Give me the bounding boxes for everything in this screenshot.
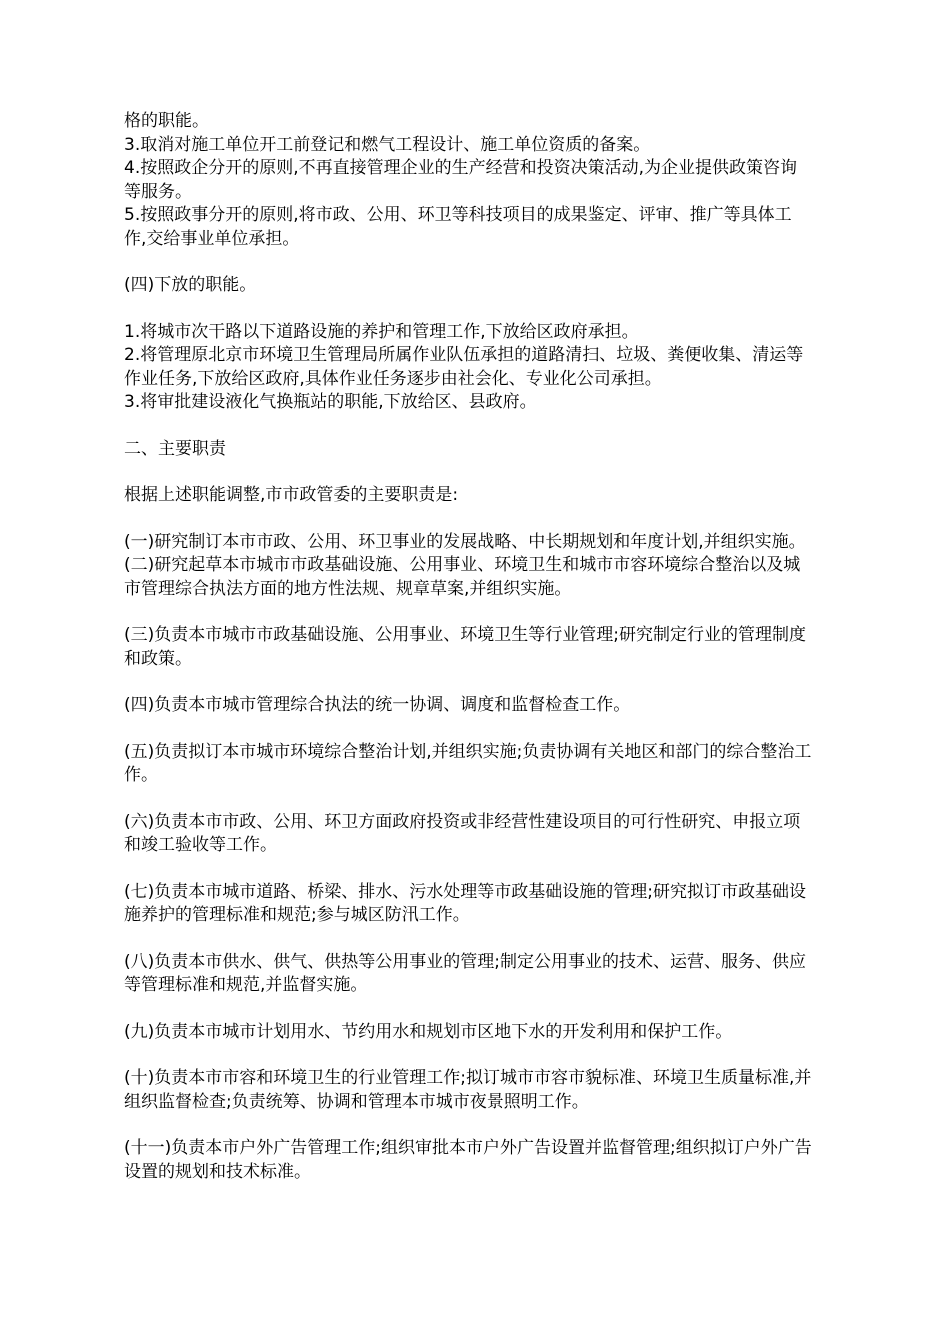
text-line: 组织监督检查;负责统筹、协调和管理本市城市夜景照明工作。	[124, 1091, 589, 1112]
main-heading-block	[124, 438, 840, 462]
text-line: 作业任务,下放给区政府,具体作业任务逐步由社会化、专业化公司承担。	[124, 368, 662, 389]
text-line: 作。	[124, 765, 158, 785]
duty-3	[124, 624, 840, 671]
paragraph-gap	[124, 788, 840, 811]
paragraph-gap	[124, 671, 840, 694]
paragraph-gap	[124, 508, 840, 531]
section-functions-cancelled	[124, 110, 840, 251]
duty-7	[124, 881, 840, 928]
paragraph-gap	[124, 718, 840, 741]
text-line: 施养护的管理标准和规范;参与城区防汛工作。	[124, 905, 470, 925]
paragraph-gap	[124, 298, 840, 321]
paragraph-gap	[124, 601, 840, 624]
text-line: (十一)负责本市户外广告管理工作;组织审批本市户外广告设置并监督管理;组织拟订户外广告	[124, 1138, 812, 1158]
paragraph-gap	[124, 461, 840, 484]
document-page	[124, 110, 840, 1184]
paragraph-gap	[124, 1114, 840, 1137]
paragraph-gap	[124, 415, 840, 438]
text-line: (八)负责本市供水、供气、供热等公用事业的管理;制定公用事业的技术、运营、服务、供应	[124, 951, 806, 972]
text-line: 和竣工验收等工作。	[124, 835, 277, 855]
text-line: 设置的规划和技术标准。	[124, 1161, 311, 1182]
text-line: 2.将管理原北京市环境卫生管理局所属作业队伍承担的道路清扫、垃圾、粪便收集、清运等	[124, 345, 804, 365]
duty-11	[124, 1137, 840, 1184]
text-line: 1.将城市次干路以下道路设施的养护和管理工作,下放给区政府承担。	[124, 321, 639, 342]
text-line: 和政策。	[124, 648, 192, 669]
text-line: (七)负责本市城市道路、桥梁、排水、污水处理等市政基础设施的管理;研究拟订市政基础设	[124, 881, 806, 902]
intro-text: 根据上述职能调整,市市政管委的主要职责是:	[124, 485, 459, 505]
text-line: 格的职能。	[124, 111, 209, 131]
text-line: 5.按照政事分开的原则,将市政、公用、环卫等科技项目的成果鉴定、评审、推广等具体工	[124, 205, 792, 225]
text-line: 等服务。	[124, 181, 192, 202]
duty-9	[124, 1021, 840, 1045]
text-line: (三)负责本市城市市政基础设施、公用事业、环境卫生等行业管理;研究制定行业的管理制度	[124, 625, 806, 645]
duty-10	[124, 1067, 840, 1114]
text-line: (四)负责本市城市管理综合执法的统一协调、调度和监督检查工作。	[124, 695, 631, 715]
text-line: (二)研究起草本市城市市政基础设施、公用事业、环境卫生和城市市容环境综合整治以及城	[124, 555, 801, 575]
main-heading: 二、主要职责	[124, 438, 226, 459]
duty-1-2	[124, 531, 840, 602]
text-line: (一)研究制订本市市政、公用、环卫事业的发展战略、中长期规划和年度计划,并组织实施。	[124, 531, 806, 552]
section-heading-delegated	[124, 274, 840, 298]
text-line: (九)负责本市城市计划用水、节约用水和规划市区地下水的开发利用和保护工作。	[124, 1021, 733, 1042]
paragraph-gap	[124, 251, 840, 274]
intro-block	[124, 484, 840, 508]
text-line: 3.取消对施工单位开工前登记和燃气工程设计、施工单位资质的备案。	[124, 134, 651, 155]
text-line: (五)负责拟订本市城市环境综合整治计划,并组织实施;负责协调有关地区和部门的综合整治工	[124, 741, 812, 762]
duty-5	[124, 741, 840, 788]
text-line: (六)负责本市市政、公用、环卫方面政府投资或非经营性建设项目的可行性研究、申报立项	[124, 811, 801, 832]
duty-4	[124, 694, 840, 718]
text-line: 3.将审批建设液化气换瓶站的职能,下放给区、县政府。	[124, 392, 537, 412]
paragraph-gap	[124, 998, 840, 1021]
section-heading: (四)下放的职能。	[124, 275, 257, 295]
text-line: 等管理标准和规范,并监督实施。	[124, 975, 368, 995]
paragraph-gap	[124, 928, 840, 951]
section-functions-delegated	[124, 321, 840, 415]
duty-6	[124, 811, 840, 858]
text-line: 4.按照政企分开的原则,不再直接管理企业的生产经营和投资决策活动,为企业提供政策咨询	[124, 158, 798, 178]
text-line: 作,交给事业单位承担。	[124, 228, 300, 249]
text-line: (十)负责本市市容和环境卫生的行业管理工作;拟订城市市容市貌标准、环境卫生质量标准,并	[124, 1068, 812, 1088]
text-line: 市管理综合执法方面的地方性法规、规章草案,并组织实施。	[124, 578, 572, 599]
duty-8	[124, 951, 840, 998]
paragraph-gap	[124, 1044, 840, 1067]
paragraph-gap	[124, 858, 840, 881]
